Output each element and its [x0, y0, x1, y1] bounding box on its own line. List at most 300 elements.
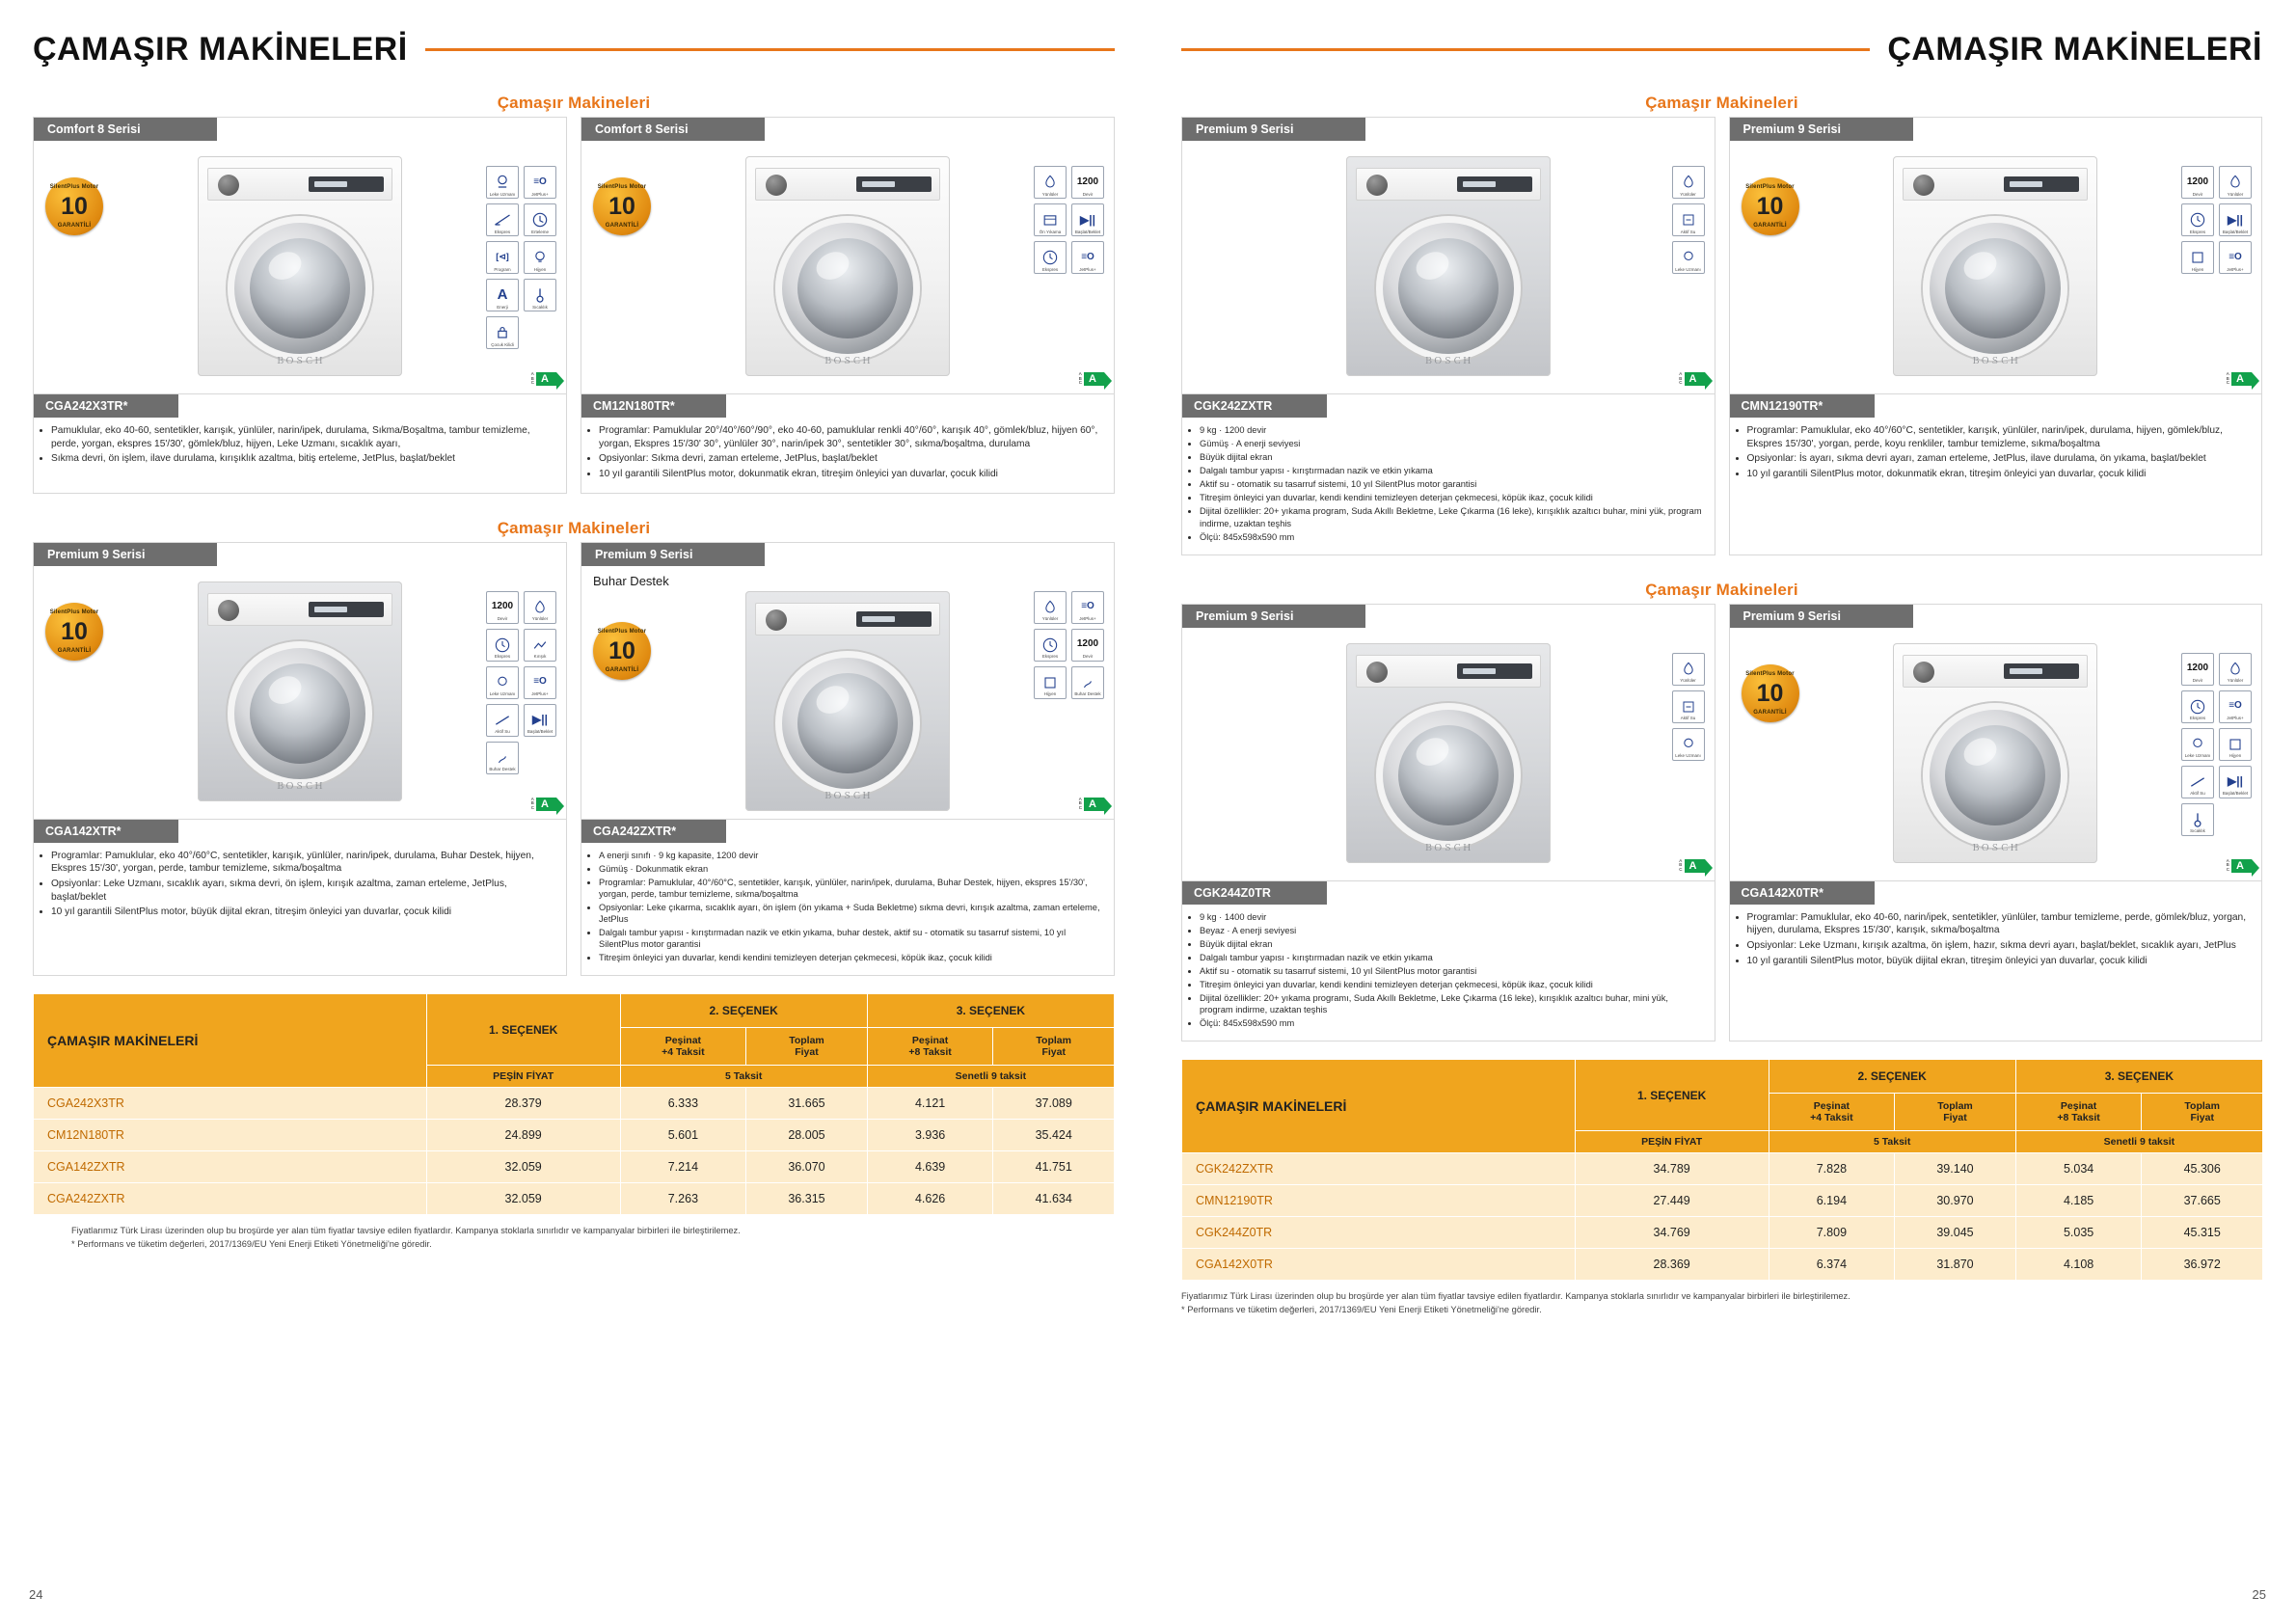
- model-code: CMN12190TR*: [1730, 394, 1875, 418]
- energy-arrow: [531, 372, 556, 386]
- spec-item: • 10 yıl garantili SilentPlus motor, büyük dijital ekran, titreşim önleyici yan duvarlar, çocuk kilidi: [51, 906, 554, 919]
- spin-unit: Devir: [1082, 654, 1094, 660]
- start-pause-icon: ▶|| Başlat/Beklet: [524, 704, 556, 737]
- cards-row-2-right: [1181, 604, 2262, 1042]
- light-icon: Hijyen: [524, 241, 556, 274]
- title-rule-right: [1181, 48, 1870, 51]
- spec-bullets: [34, 418, 566, 477]
- feature-icons: [1034, 591, 1104, 699]
- badge-top-text: SilentPlus Motor: [1745, 184, 1795, 190]
- hygiene-icon: Hijyen: [2181, 241, 2214, 274]
- ten-year-warranty-badge: [593, 622, 651, 680]
- cell-down8: 5.035: [2015, 1217, 2142, 1249]
- col-5-taksit: 5 Taksit: [1769, 1131, 2015, 1153]
- door-icon: [228, 641, 372, 786]
- door-glass: [250, 663, 350, 764]
- display-screen: [309, 602, 384, 617]
- ten-year-warranty-badge: [593, 177, 651, 235]
- program-knob-icon: [766, 175, 787, 196]
- cell-total2: 28.005: [746, 1120, 868, 1151]
- section-band-2-left: Çamaşır Makineleri: [497, 518, 651, 537]
- program-knob-icon: [766, 609, 787, 631]
- washing-machine-photo: [198, 156, 402, 376]
- program-knob-icon: [218, 600, 239, 621]
- spec-item: • Opsiyonlar: Leke Uzmanı, sıcaklık ayarı, sıkma devri, ön işlem, kırışık azaltma, zaman erteleme, JetPlus, başlat/beklet: [51, 878, 554, 904]
- footnote-line: Fiyatlarımız Türk Lirası üzerinden olup bu broşürde yer alan tüm fiyatlar tavsiye edilen fiyatlardır. Kampanya stoklarla sınırlıdır ve kampanyalar birbirleri ile birleştirilemez.: [71, 1226, 741, 1236]
- temperature-icon: Sıcaklık: [524, 279, 556, 311]
- spec-block: [581, 819, 1114, 976]
- col-total3: Toplam Fiyat: [2142, 1094, 2263, 1131]
- footnote-line: Fiyatlarımız Türk Lirası üzerinden olup bu broşürde yer alan tüm fiyatlar tavsiye edilen fiyatlardır. Kampanya stoklarla sınırlıdır ve kampanyalar birbirleri ile birleştirilemez.: [1181, 1291, 1850, 1302]
- spin-unit: Devir: [2192, 191, 2203, 197]
- footnote-line: * Performans ve tüketim değerleri, 2017/1369/EU Yeni Enerji Etiketi Yönetmeliği'ne göredir.: [1181, 1304, 1542, 1314]
- program-knob-icon: [1366, 175, 1388, 196]
- brand-logo: ＢＯＳＣＨ: [1423, 842, 1472, 852]
- spec-item: • A enerji sınıfı · 9 kg kapasite, 1200 devir: [599, 850, 1102, 861]
- spec-item: • Titreşim önleyici yan duvarlar, kendi kendini temizleyen deterjan çekmecesi, köpük ikaz, çocuk kilidi: [1200, 979, 1703, 990]
- energy-arrow: [531, 798, 556, 811]
- steam-icon: Buhar Destek: [486, 742, 519, 774]
- badge-bottom-text: GARANTİLİ: [605, 666, 639, 673]
- table-row: [34, 1120, 1115, 1151]
- spec-bullets: [1730, 418, 2262, 493]
- jetplus-icon: ≡O JetPlus+: [2219, 241, 2252, 274]
- door-icon: [1376, 703, 1521, 848]
- col-down8: Peşinat +8 Taksit: [2015, 1094, 2142, 1131]
- cell-total2: 31.870: [1895, 1249, 2016, 1281]
- spin-speed-icon: [486, 591, 519, 624]
- table-row: [1182, 1217, 2263, 1249]
- cell-down4: 5.601: [620, 1120, 746, 1151]
- col-option-3: 3. SEÇENEK: [2015, 1060, 2262, 1094]
- spec-block: [1730, 880, 2262, 980]
- col-down8: Peşinat +8 Taksit: [867, 1028, 993, 1066]
- spin-value: 1200: [2186, 663, 2209, 674]
- spec-block: [1182, 393, 1715, 555]
- spec-item: • Opsiyonlar: Leke Uzmanı, kırışık azaltma, ön işlem, hazır, sıkma devri ayarı, başlat/beklet, sıcaklık ayarı, JetPlus: [1747, 939, 2251, 953]
- badge-number: 10: [1756, 193, 1784, 220]
- energy-class-value: A: [1084, 372, 1104, 386]
- door-icon: [775, 216, 920, 361]
- energy-class-value: A: [1084, 798, 1104, 811]
- page-title-right: ÇAMAŞIR MAKİNELERİ: [1887, 31, 2262, 68]
- spec-item: • Pamuklular, eko 40-60, sentetikler, karışık, yünlüler, narin/ipek, durulama, Sıkma/Boşaltma, tambur temizleme, perde, yorgan, ekspres 15'/30', gömlek/bluz, hijyen, Leke Uzmanı, sıcaklık ayarı,: [51, 424, 554, 450]
- model-code: CGA242X3TR*: [34, 394, 178, 418]
- energy-scale: A B C: [530, 370, 535, 386]
- col-cash: PEŞİN FİYAT: [1575, 1131, 1769, 1153]
- jetplus-icon: ≡O JetPlus+: [1071, 241, 1104, 274]
- model-code: CGA142X0TR*: [1730, 881, 1875, 905]
- energy-scale: A B C: [2226, 370, 2230, 386]
- energy-scale: A B C: [1679, 857, 1683, 872]
- cell-total2: 39.140: [1895, 1153, 2016, 1185]
- series-tab: Comfort 8 Serisi: [581, 118, 765, 141]
- start-pause-icon: ▶|| Başlat/Beklet: [1071, 203, 1104, 236]
- spec-item: • Sıkma devri, ön işlem, ilave durulama, kırışıklık azaltma, bitiş erteleme, JetPlus, başlat/beklet: [51, 452, 554, 466]
- spec-item: • Programlar: Pamuklular 20°/40°/60°/90°, eko 40-60, pamuklular renkli 40°/60°, karışık 40°, gömlek/bluz, hijyen 60°, yorgan, Ekspres 15'/30' 30°, yünlüler 30°, narin/ipek 30°, sentetikler 30°, sıkma/boşaltma, durulama: [599, 424, 1102, 450]
- door-icon: [1376, 216, 1521, 361]
- door-glass: [1398, 238, 1499, 338]
- spec-block: [34, 819, 566, 931]
- control-panel: [1356, 655, 1541, 688]
- spec-item: • Büyük dijital ekran: [1200, 451, 1703, 463]
- energy-class-icon: A Enerji: [486, 279, 519, 311]
- feature-icons: [1672, 166, 1705, 274]
- door-glass: [1945, 725, 2045, 825]
- footnotes-left: [33, 1225, 1115, 1251]
- cell-down4: 7.263: [620, 1183, 746, 1215]
- brand-logo: ＢＯＳＣＨ: [275, 356, 325, 365]
- spin-value: 1200: [2186, 176, 2209, 187]
- wool-icon: Yünlüler: [524, 591, 556, 624]
- display-screen: [2004, 176, 2079, 192]
- col-down4: Peşinat +4 Taksit: [1769, 1094, 1895, 1131]
- cell-total2: 36.315: [746, 1183, 868, 1215]
- cell-total2: 31.665: [746, 1088, 868, 1120]
- energy-class-value: A: [1685, 859, 1705, 873]
- spec-item: • Gümüş · Dokunmatik ekran: [599, 863, 1102, 875]
- child-lock-icon: Çocuk Kilidi: [486, 316, 519, 349]
- cell-total3: 37.665: [2142, 1185, 2263, 1217]
- page-right: [1148, 0, 2295, 1623]
- control-panel: [1356, 168, 1541, 201]
- spec-item: • Programlar: Pamuklular, eko 40-60, narin/ipek, sentetikler, yünlüler, tambur temizleme, perde, gömlek/bluz, yorgan, hijyen, durulama, Ekspres 15'/30', karışık, sıkma/boşaltma: [1747, 911, 2251, 937]
- spin-unit: Devir: [497, 616, 508, 622]
- spec-item: • 10 yıl garantili SilentPlus motor, büyük dijital ekran, titreşim önleyici yan duvarlar, çocuk kilidi: [1747, 955, 2251, 968]
- energy-class-value: A: [2231, 372, 2252, 386]
- table-row: [1182, 1185, 2263, 1217]
- cell-down8: 4.626: [867, 1183, 993, 1215]
- cell-down8: 4.121: [867, 1088, 993, 1120]
- col-senetli-9: Senetli 9 taksit: [2015, 1131, 2262, 1153]
- badge-bottom-text: GARANTİLİ: [1753, 223, 1787, 229]
- badge-bottom-text: GARANTİLİ: [57, 223, 92, 229]
- spec-item: • Beyaz · A enerji seviyesi: [1200, 925, 1703, 936]
- cell-total3: 41.751: [993, 1151, 1115, 1183]
- cards-row-1-left: [33, 117, 1115, 494]
- washing-machine-photo: [1346, 643, 1551, 863]
- express-icon: Ekspres: [486, 629, 519, 662]
- table-row: [34, 1088, 1115, 1120]
- spec-block: [34, 393, 566, 477]
- feature-icons: [486, 591, 556, 774]
- program-knob-icon: [1913, 175, 1934, 196]
- spec-bullets: [1182, 905, 1715, 1041]
- product-card[interactable]: [581, 117, 1115, 494]
- badge-bottom-text: GARANTİLİ: [1753, 709, 1787, 716]
- cell-down8: 4.639: [867, 1151, 993, 1183]
- spec-item: • Titreşim önleyici yan duvarlar, kendi kendini temizleyen deterjan çekmecesi, köpük ikaz, çocuk kilidi: [1200, 492, 1703, 503]
- col-cash: PEŞİN FİYAT: [426, 1066, 620, 1088]
- cell-cash: 24.899: [426, 1120, 620, 1151]
- spec-item: • Aktif su - otomatik su tasarruf sistemi, 10 yıl SilentPlus motor garantisi: [1200, 478, 1703, 490]
- product-image-area: [1730, 628, 2262, 880]
- cell-total3: 36.972: [2142, 1249, 2263, 1281]
- anticrease-icon: Kırışık: [524, 629, 556, 662]
- stain-expert-icon: Leke Uzmanı: [2181, 728, 2214, 761]
- cards-row-1-right: [1181, 117, 2262, 555]
- page-number-left: 24: [29, 1587, 43, 1602]
- wash-program-icon: [⊲] Program: [486, 241, 519, 274]
- series-tab: Premium 9 Serisi: [581, 543, 765, 566]
- cell-model: CGA242X3TR: [34, 1088, 427, 1120]
- cell-down4: 7.809: [1769, 1217, 1895, 1249]
- spec-bullets: [34, 843, 566, 931]
- brand-logo: ＢＯＳＣＨ: [823, 790, 873, 800]
- cell-total3: 35.424: [993, 1120, 1115, 1151]
- jetplus-icon: ≡O JetPlus+: [1071, 591, 1104, 624]
- product-image-area: [1182, 141, 1715, 393]
- spec-item: • Aktif su - otomatik su tasarruf sistemi, 10 yıl SilentPlus motor garantisi: [1200, 965, 1703, 977]
- model-code: CM12N180TR*: [581, 394, 726, 418]
- cell-total2: 36.070: [746, 1151, 868, 1183]
- start-pause-icon: ▶|| Başlat/Beklet: [2219, 766, 2252, 798]
- energy-scale: A B C: [1679, 370, 1683, 386]
- cell-model: CGK242ZXTR: [1182, 1153, 1576, 1185]
- spec-item: • Titreşim önleyici yan duvarlar, kendi kendini temizleyen deterjan çekmecesi, köpük ikaz, çocuk kilidi: [599, 952, 1102, 963]
- active-water-icon: Aktif Su: [2181, 766, 2214, 798]
- spec-bullets: [1182, 418, 1715, 555]
- product-card[interactable]: [1729, 604, 2263, 1042]
- display-screen: [1457, 663, 1532, 679]
- door-glass: [797, 673, 898, 773]
- product-card[interactable]: [1181, 604, 1715, 1042]
- spec-item: • Programlar: Pamuklular, 40°/60°C, sentetikler, karışık, yünlüler, narin/ipek, durulama, Buhar Destek, hijyen, ekspres 15'/30', yorgan, perde, tambur temizleme, sıkma/boşaltma: [599, 877, 1102, 900]
- product-image-area: [1182, 628, 1715, 880]
- badge-number: 10: [608, 193, 635, 220]
- series-tab: Premium 9 Serisi: [1730, 118, 1913, 141]
- brand-logo: ＢＯＳＣＨ: [823, 356, 873, 365]
- badge-top-text: SilentPlus Motor: [597, 184, 647, 190]
- cell-cash: 34.769: [1575, 1217, 1769, 1249]
- section-band-1-right: Çamaşır Makineleri: [1645, 94, 1798, 112]
- spec-item: • Opsiyonlar: İs ayarı, sıkma devri ayarı, zaman erteleme, JetPlus, ilave durulama, ön yıkama, başlat/beklet: [1747, 452, 2251, 466]
- series-tab: Comfort 8 Serisi: [34, 118, 217, 141]
- energy-arrow: [2227, 372, 2252, 386]
- jetplus-icon: ≡O JetPlus+: [524, 666, 556, 699]
- footnote-line: * Performans ve tüketim değerleri, 2017/1369/EU Yeni Enerji Etiketi Yönetmeliği'ne göredir.: [71, 1238, 432, 1249]
- cell-model: CM12N180TR: [34, 1120, 427, 1151]
- spec-item: • Opsiyonlar: Sıkma devri, zaman erteleme, JetPlus, başlat/beklet: [599, 452, 1102, 466]
- washing-machine-photo: [745, 156, 950, 376]
- cell-down4: 6.194: [1769, 1185, 1895, 1217]
- express-icon: Ekspres: [2181, 203, 2214, 236]
- spec-item: • Dijital özellikler: 20+ yıkama programı, Suda Akıllı Bekletme, Leke Çıkarma (16 leke), kırışıklık azaltıcı buhar, mini yük, program indirme, uzaktan teşhis: [1200, 992, 1703, 1015]
- spec-item: • Gümüş · A enerji seviyesi: [1200, 438, 1703, 449]
- table-row: [1182, 1249, 2263, 1281]
- jetplus-icon: ≡O JetPlus+: [2219, 690, 2252, 723]
- cell-cash: 32.059: [426, 1183, 620, 1215]
- spec-item: • Opsiyonlar: Leke çıkarma, sıcaklık ayarı, ön işlem (ön yıkama + Suda Bekletme) sıkma devri, kırışık azaltma, zaman erteleme, JetPlus: [599, 902, 1102, 925]
- col-total2: Toplam Fiyat: [746, 1028, 868, 1066]
- cell-total3: 41.634: [993, 1183, 1115, 1215]
- ten-year-warranty-badge: [45, 603, 103, 661]
- prewash-icon: Ön Yıkama: [1034, 203, 1067, 236]
- spin-speed-icon: [1071, 166, 1104, 199]
- cell-cash: 28.369: [1575, 1249, 1769, 1281]
- col-total3: Toplam Fiyat: [993, 1028, 1115, 1066]
- washing-machine-photo: [1893, 643, 2097, 863]
- jetplus-icon: ≡O JetPlus+: [524, 166, 556, 199]
- express-icon: Ekspres: [1034, 241, 1067, 274]
- wool-icon: Yünlüler: [1034, 591, 1067, 624]
- cell-model: CMN12190TR: [1182, 1185, 1576, 1217]
- model-code: CGA242ZXTR*: [581, 820, 726, 843]
- badge-number: 10: [61, 617, 88, 645]
- brand-logo: ＢＯＳＣＨ: [1971, 356, 2020, 365]
- page-header-left: [33, 0, 1115, 68]
- spec-item: • 10 yıl garantili SilentPlus motor, dokunmatik ekran, titreşim önleyici yan duvarlar, çocuk kilidi: [599, 468, 1102, 481]
- table-row: [34, 1183, 1115, 1215]
- section-band-1-left: Çamaşır Makineleri: [497, 94, 651, 112]
- display-screen: [309, 176, 384, 192]
- energy-class-value: A: [536, 372, 556, 386]
- temperature-icon: Sıcaklık: [2181, 803, 2214, 836]
- spec-item: • 10 yıl garantili SilentPlus motor, dokunmatik ekran, titreşim önleyici yan duvarlar, çocuk kilidi: [1747, 468, 2251, 481]
- badge-top-text: SilentPlus Motor: [49, 184, 99, 190]
- badge-bottom-text: GARANTİLİ: [57, 647, 92, 654]
- product-card[interactable]: [1181, 117, 1715, 555]
- product-card[interactable]: [1729, 117, 2263, 555]
- cell-cash: 28.379: [426, 1088, 620, 1120]
- spec-item: • Dalgalı tambur yapısı - kırıştırmadan nazik ve etkin yıkama: [1200, 952, 1703, 963]
- cell-model: CGA242ZXTR: [34, 1183, 427, 1215]
- energy-arrow: [1679, 372, 1704, 386]
- express-icon: Ekspres: [1034, 629, 1067, 662]
- spec-block: [1182, 880, 1715, 1041]
- cell-total3: 45.315: [2142, 1217, 2263, 1249]
- display-screen: [2004, 663, 2079, 679]
- spec-item: • Ölçü: 845x598x590 mm: [1200, 531, 1703, 543]
- product-image-area: [581, 141, 1114, 393]
- stain-expert-icon: Leke Uzmanı: [486, 666, 519, 699]
- col-option-1: 1. SEÇENEK: [426, 994, 620, 1066]
- footnotes-right: [1181, 1290, 2262, 1316]
- table-header-row: [1182, 1060, 2263, 1094]
- active-water-icon: Aktif Su: [1672, 690, 1705, 723]
- ten-year-warranty-badge: [1742, 664, 1799, 722]
- badge-top-text: SilentPlus Motor: [1745, 670, 1795, 677]
- brand-logo: ＢＯＳＣＨ: [1423, 356, 1472, 365]
- timer-icon: Erteleme: [524, 203, 556, 236]
- wool-icon: Yünlüler: [1034, 166, 1067, 199]
- spec-item: • Programlar: Pamuklular, eko 40°/60°C, sentetikler, karışık, yünlüler, narin/ipek, durulama, hijyen, gömlek/bluz, Ekspres 15'/30', yorgan, perde, koyu renkliler, tambur temizleme, sıkma/boşaltma: [1747, 424, 2251, 450]
- express-icon: Ekspres: [486, 203, 519, 236]
- product-image-area: [34, 566, 566, 819]
- badge-number: 10: [1756, 679, 1784, 707]
- cell-down4: 7.828: [1769, 1153, 1895, 1185]
- cell-model: CGA142X0TR: [1182, 1249, 1576, 1281]
- cell-down4: 7.214: [620, 1151, 746, 1183]
- price-table: [1181, 1059, 2263, 1281]
- brand-logo: ＢＯＳＣＨ: [1971, 842, 2020, 852]
- cell-model: CGK244Z0TR: [1182, 1217, 1576, 1249]
- program-knob-icon: [1913, 662, 1934, 683]
- model-code: CGK242ZXTR: [1182, 394, 1327, 418]
- energy-arrow: [2227, 859, 2252, 873]
- feature-icons: [486, 166, 556, 349]
- spec-block: [1730, 393, 2262, 493]
- product-image-area: [1730, 141, 2262, 393]
- energy-class-value: A: [536, 798, 556, 811]
- col-category: ÇAMAŞIR MAKİNELERİ: [1182, 1060, 1576, 1153]
- wool-icon: Yünlüler: [1672, 166, 1705, 199]
- spin-value: 1200: [1076, 176, 1099, 187]
- page-number-right: 25: [2252, 1587, 2266, 1602]
- control-panel: [755, 168, 940, 201]
- spin-speed-icon: [1071, 629, 1104, 662]
- col-option-2: 2. SEÇENEK: [620, 994, 867, 1028]
- product-card[interactable]: [33, 542, 567, 977]
- price-table: [33, 993, 1115, 1215]
- ten-year-warranty-badge: [45, 177, 103, 235]
- energy-scale: A B C: [530, 796, 535, 810]
- product-card[interactable]: [33, 117, 567, 494]
- spec-block: [581, 393, 1114, 493]
- spin-value: 1200: [491, 601, 514, 612]
- spec-item: • 9 kg · 1200 devir: [1200, 424, 1703, 436]
- product-image-area: [581, 566, 1114, 819]
- ten-year-warranty-badge: [1742, 177, 1799, 235]
- cell-down8: 4.185: [2015, 1185, 2142, 1217]
- stain-expert-icon: Leke Uzmanı: [486, 166, 519, 199]
- product-image-area: [34, 141, 566, 393]
- express-icon: Ekspres: [2181, 690, 2214, 723]
- spec-bullets: [1730, 905, 2262, 980]
- display-screen: [856, 176, 932, 192]
- table-row: [1182, 1153, 2263, 1185]
- program-knob-icon: [1366, 662, 1388, 683]
- cell-cash: 32.059: [426, 1151, 620, 1183]
- energy-arrow: [1079, 372, 1104, 386]
- badge-number: 10: [608, 636, 635, 664]
- cell-down8: 3.936: [867, 1120, 993, 1151]
- page-title-left: ÇAMAŞIR MAKİNELERİ: [33, 31, 408, 68]
- model-code: CGK244Z0TR: [1182, 881, 1327, 905]
- cell-total3: 37.089: [993, 1088, 1115, 1120]
- section-band-2-right: Çamaşır Makineleri: [1645, 580, 1798, 599]
- display-screen: [1457, 176, 1532, 192]
- feature-icons: [1672, 653, 1705, 761]
- feature-icons: [2181, 653, 2252, 836]
- series-tab: Premium 9 Serisi: [1182, 118, 1365, 141]
- cell-cash: 27.449: [1575, 1185, 1769, 1217]
- spin-value: 1200: [1076, 638, 1099, 650]
- steam-icon: Buhar Destek: [1071, 666, 1104, 699]
- table-row: [34, 1151, 1115, 1183]
- door-glass: [797, 238, 898, 338]
- control-panel: [207, 168, 392, 201]
- col-total2: Toplam Fiyat: [1895, 1094, 2016, 1131]
- spec-item: • 9 kg · 1400 devir: [1200, 911, 1703, 923]
- col-category: ÇAMAŞIR MAKİNELERİ: [34, 994, 427, 1088]
- door-icon: [1923, 703, 2067, 848]
- series-tab: Premium 9 Serisi: [1730, 605, 1913, 628]
- col-option-2: 2. SEÇENEK: [1769, 1060, 2015, 1094]
- cell-down8: 4.108: [2015, 1249, 2142, 1281]
- badge-number: 10: [61, 193, 88, 220]
- series-tab: Premium 9 Serisi: [1182, 605, 1365, 628]
- cell-total3: 45.306: [2142, 1153, 2263, 1185]
- display-screen: [856, 611, 932, 627]
- energy-scale: A B C: [1078, 796, 1083, 810]
- table-header-row: [34, 994, 1115, 1028]
- control-panel: [1903, 168, 2088, 201]
- active-water-icon: Aktif Su: [1672, 203, 1705, 236]
- spin-unit: Devir: [1082, 191, 1094, 197]
- door-icon: [1923, 216, 2067, 361]
- product-card[interactable]: [581, 542, 1115, 977]
